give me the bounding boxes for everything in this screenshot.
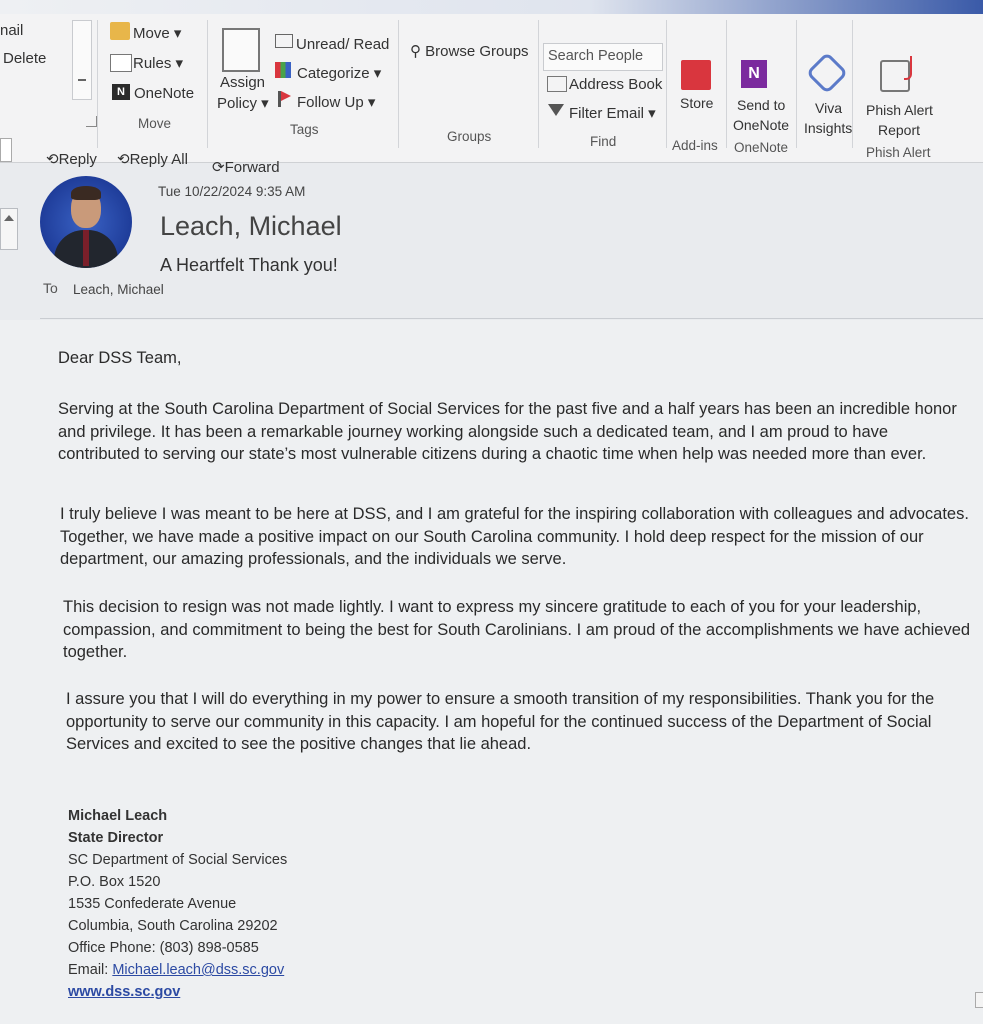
unread-read-button[interactable]: Unread/ Read <box>296 36 390 53</box>
assign-policy-button[interactable]: Policy ▾ <box>217 95 269 112</box>
categorize-button[interactable]: Categorize ▾ <box>297 65 382 82</box>
search-icon: ⚲ <box>410 43 421 60</box>
address-book-icon <box>547 76 567 92</box>
move-button[interactable]: Move ▾ <box>133 25 182 42</box>
email-link[interactable]: Michael.leach@dss.sc.gov <box>112 962 285 978</box>
signature-email-line <box>68 959 287 981</box>
reply-all-button[interactable]: ⟲Reply All <box>117 151 188 168</box>
envelope-icon <box>275 34 293 48</box>
filter-icon <box>548 104 564 116</box>
paragraph-3: This decision to resign was not made lightly. I want to express my sincere gratitude to each of you for your leadership, compassion, and commitment to being the best for South Carolinians. I am proud of the accomplishments we have achieved together. <box>63 598 971 661</box>
email-label: Email: <box>68 962 113 978</box>
phish-alert-report-button[interactable]: Report <box>878 122 921 138</box>
rules-icon <box>110 54 132 72</box>
search-people-input[interactable] <box>543 43 663 71</box>
reply-button[interactable]: ⟲Reply <box>46 151 97 168</box>
store-button[interactable]: Store <box>680 95 714 111</box>
folder-pane-edge <box>0 138 12 162</box>
viva-insights-button-line1[interactable]: Viva <box>815 100 842 116</box>
search-people-placeholder: Search People <box>548 48 644 64</box>
send-to-onenote-button[interactable]: OneNote <box>733 117 790 133</box>
signature-po-box: P.O. Box 1520 <box>68 874 161 890</box>
store-icon <box>681 60 711 90</box>
groups-group-label: Groups <box>447 129 492 144</box>
onenote-move-button[interactable]: OneNote <box>134 85 195 102</box>
paragraph-1: Serving at the South Carolina Department of Social Services for the past five and a half years has been an incredible honor and privilege. It has been a remarkable journey working alongside such a dedicated team, and I am proud to have contributed to serving our state’s most vulnerable citizens during a chaotic time when help was needed more than ever. <box>58 400 957 463</box>
signature-city: Columbia, South Carolina 29202 <box>68 918 278 934</box>
forward-icon: ⟳ <box>212 159 225 176</box>
dropdown-icon <box>78 79 86 91</box>
paragraph-2: I truly believe I was meant to be here at DSS, and I am grateful for the inspiring collaboration with colleagues and advocates. Together, we have made a positive impact on our South Carolina community. I hold deep respect for the mission of our department, our amazing professionals, and the individuals we serve. <box>60 505 969 568</box>
to-label: To <box>43 280 58 296</box>
tags-group-label: Tags <box>290 122 319 137</box>
dialog-launcher-icon[interactable] <box>86 116 97 127</box>
website-link[interactable]: www.dss.sc.gov <box>68 984 181 1000</box>
categorize-icon <box>275 62 291 78</box>
message-datetime: Tue 10/22/2024 9:35 AM <box>158 184 306 199</box>
quick-steps-scroll[interactable] <box>72 20 92 100</box>
forward-button[interactable]: ⟳Forward <box>212 159 280 176</box>
assign-policy-icon <box>222 28 260 72</box>
greeting: Dear DSS Team, <box>58 349 182 367</box>
browse-groups-button[interactable]: ⚲ Browse Groups <box>410 43 529 60</box>
onenote-group-label: OneNote <box>734 140 789 155</box>
phish-alert-group-label: Phish Alert <box>866 145 931 160</box>
sender-name[interactable]: Leach, Michael <box>160 211 342 241</box>
signature-name: Michael Leach <box>68 808 168 824</box>
recipient[interactable]: Leach, Michael <box>73 282 164 297</box>
move-folder-icon <box>110 22 130 40</box>
viva-insights-button[interactable]: Insights <box>804 120 853 136</box>
phish-hook-icon <box>904 56 912 80</box>
send-to-onenote-button-line1[interactable]: Send to <box>737 97 786 113</box>
message-subject: A Heartfelt Thank you! <box>160 255 338 275</box>
side-scroll-control[interactable] <box>0 208 18 250</box>
signature-title: State Director <box>68 830 164 846</box>
follow-up-button[interactable]: Follow Up ▾ <box>297 94 376 111</box>
addins-group-label: Add-ins <box>672 138 718 153</box>
onenote-icon: N <box>741 60 767 88</box>
signature <box>68 805 287 1003</box>
find-group-label: Find <box>590 134 617 149</box>
header-divider <box>40 318 983 319</box>
reply-icon: ⟲ <box>46 151 59 168</box>
filter-email-button[interactable]: Filter Email ▾ <box>569 105 656 122</box>
rules-button[interactable]: Rules ▾ <box>133 55 184 72</box>
signature-phone: Office Phone: (803) 898-0585 <box>68 940 259 956</box>
reply-all-icon: ⟲ <box>117 151 130 168</box>
onenote-small-icon: N <box>112 84 130 100</box>
delete-button[interactable]: Delete <box>3 50 47 67</box>
avatar[interactable] <box>40 176 132 268</box>
paragraph-4: I assure you that I will do everything in my power to ensure a smooth transition of my responsibilities. Thank you for the opportunity to serve our community in this capacity. I am hopeful for the continued success of the Department of Social Services and excited to see the positive changes that lie ahead. <box>66 690 935 753</box>
ribbon-partial-label: nail <box>0 22 24 39</box>
signature-street: 1535 Confederate Avenue <box>68 896 237 912</box>
assign-policy-button-line1[interactable]: Assign <box>220 74 266 91</box>
address-book-button[interactable]: Address Book <box>569 76 663 93</box>
signature-org: SC Department of Social Services <box>68 852 288 868</box>
move-group-label: Move <box>138 116 172 131</box>
flag-pennant-icon <box>281 91 291 101</box>
phish-alert-report-button-line1[interactable]: Phish Alert <box>866 102 933 118</box>
scrollbar-handle[interactable] <box>975 992 983 1008</box>
